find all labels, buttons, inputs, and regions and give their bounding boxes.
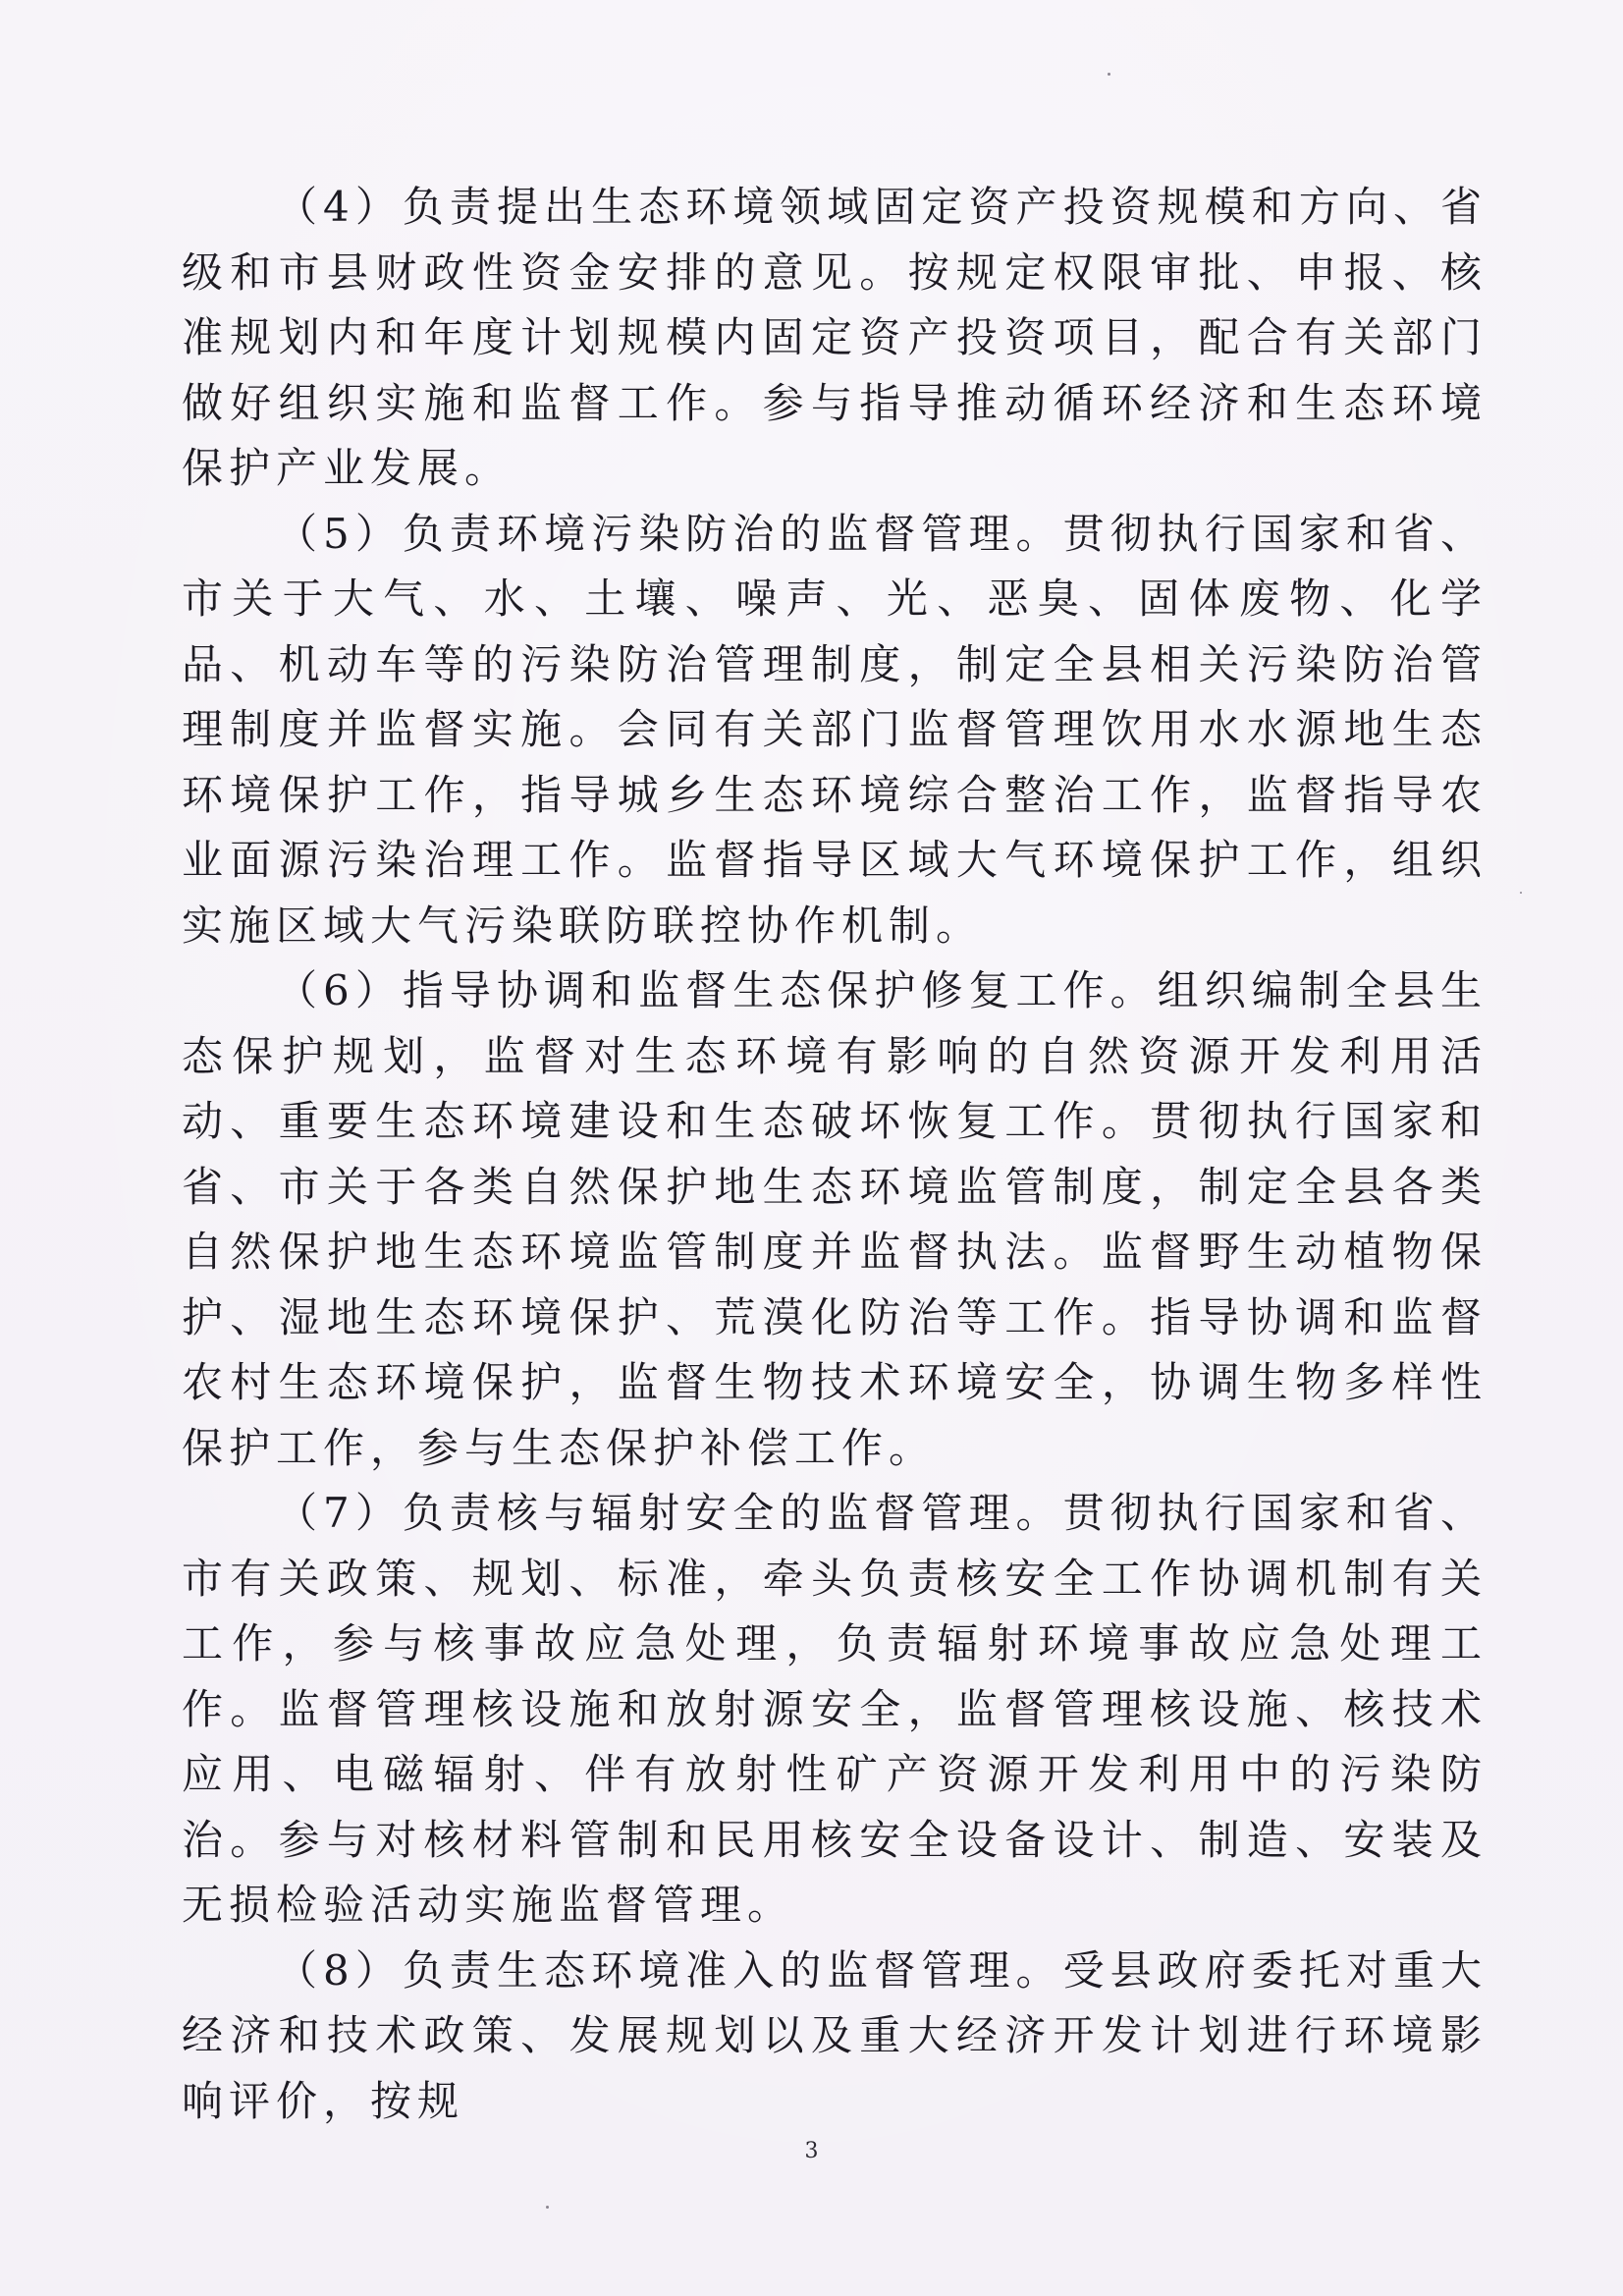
scan-speck <box>1520 892 1522 894</box>
page-number: 3 <box>804 2139 819 2163</box>
scan-speck <box>546 2206 549 2209</box>
paragraph-4: （4）负责提出生态环境领域固定资产投资规模和方向、省级和市县财政性资金安排的意见。按规定权限审批、申报、核准规划内和年度计划规模内固定资产投资项目，配合有关部门做好组织实施和监督工作。参与指导推动循环经济和生态环境保护产业发展。 <box>182 183 1488 492</box>
paragraph-8: （8）负责生态环境准入的监督管理。受县政府委托对重大经济和技术政策、发展规划以及重大经济开发计划进行环境影响评价，按规 <box>182 1945 1488 2125</box>
paragraph-5: （5）负责环境污染防治的监督管理。贯彻执行国家和省、市关于大气、水、土壤、噪声、光、恶臭、固体废物、化学品、机动车等的污染防治管理制度，制定全县相关污染防治管理制度并监督实施。会同有关部门监督管理饮用水水源地生态环境保护工作，指导城乡生态环境综合整治工作，监督指导农业面源污染治理工作。监督指导区域大气环境保护工作，组织实施区域大气污染联防联控协作机制。 <box>182 509 1488 950</box>
scan-speck <box>1108 73 1110 76</box>
paragraph-7: （7）负责核与辐射安全的监督管理。贯彻执行国家和省、市有关政策、规划、标准，牵头负责核安全工作协调机制有关工作，参与核事故应急处理，负责辐射环境事故应急处理工作。监督管理核设施和放射源安全，监督管理核设施、核技术应用、电磁辐射、伴有放射性矿产资源开发利用中的污染防治。参与对核材料管制和民用核安全设备设计、制造、安装及无损检验活动实施监督管理。 <box>182 1489 1488 1929</box>
document-body <box>182 175 1488 2134</box>
paragraph-6: （6）指导协调和监督生态保护修复工作。组织编制全县生态保护规划，监督对生态环境有影响的自然资源开发利用活动、重要生态环境建设和生态破坏恢复工作。贯彻执行国家和省、市关于各类自然保护地生态环境监管制度，制定全县各类自然保护地生态环境监管制度并监督执法。监督野生动植物保护、湿地生态环境保护、荒漠化防治等工作。指导协调和监督农村生态环境保护，监督生物技术环境安全，协调生物多样性保护工作，参与生态保护补偿工作。 <box>182 966 1488 1472</box>
